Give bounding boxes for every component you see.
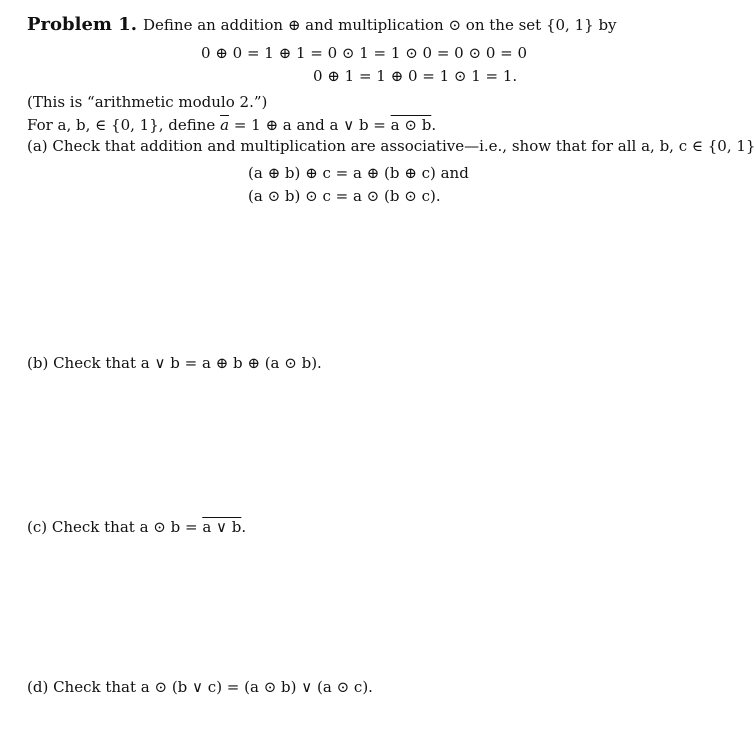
definition-abar: $\overline{a}$ xyxy=(220,116,230,134)
equation-line-1: 0 ⊕ 0 = 1 ⊕ 1 = 0 ⊙ 1 = 1 ⊙ 0 = 0 ⊙ 0 = 0 xyxy=(201,44,528,62)
part-a-equation-1: (a ⊕ b) ⊕ c = a ⊕ (b ⊕ c) and xyxy=(248,164,469,182)
part-d-text: (d) Check that a ⊙ (b ∨ c) = (a ⊙ b) ∨ (a ⊙ c). xyxy=(27,678,373,696)
part-a-text: (a) Check that addition and multiplication are associative—i.e., show that for all a, b, c ∈ {0, 1} xyxy=(27,137,755,155)
part-b-text: (b) Check that a ∨ b = a ⊕ b ⊕ (a ⊙ b). xyxy=(27,354,322,372)
problem-intro: Define an addition ⊕ and multiplication ⊙ on the set {0, 1} by xyxy=(143,16,617,34)
part-c-overline-term: a ∨ b xyxy=(202,518,242,536)
definition-prefix: For a, b, ∈ {0, 1}, define xyxy=(27,116,221,134)
part-c-end: . xyxy=(241,518,247,536)
definition-end: . xyxy=(431,116,437,134)
problem-intro-line xyxy=(27,16,617,34)
part-a-equation-2: (a ⊙ b) ⊙ c = a ⊙ (b ⊙ c). xyxy=(248,187,441,205)
problem-heading: Problem 1. xyxy=(27,14,138,35)
part-c-line xyxy=(27,518,246,536)
part-c-prefix: (c) Check that a ⊙ b = xyxy=(27,518,203,536)
definition-line xyxy=(27,116,436,134)
definition-middle: = 1 ⊕ a and a ∨ b = xyxy=(229,116,391,134)
equation-line-2: 0 ⊕ 1 = 1 ⊕ 0 = 1 ⊙ 1 = 1. xyxy=(313,67,518,85)
definition-overline-term: a ⊙ b xyxy=(390,116,432,134)
arithmetic-note: (This is “arithmetic modulo 2.”) xyxy=(27,93,268,111)
